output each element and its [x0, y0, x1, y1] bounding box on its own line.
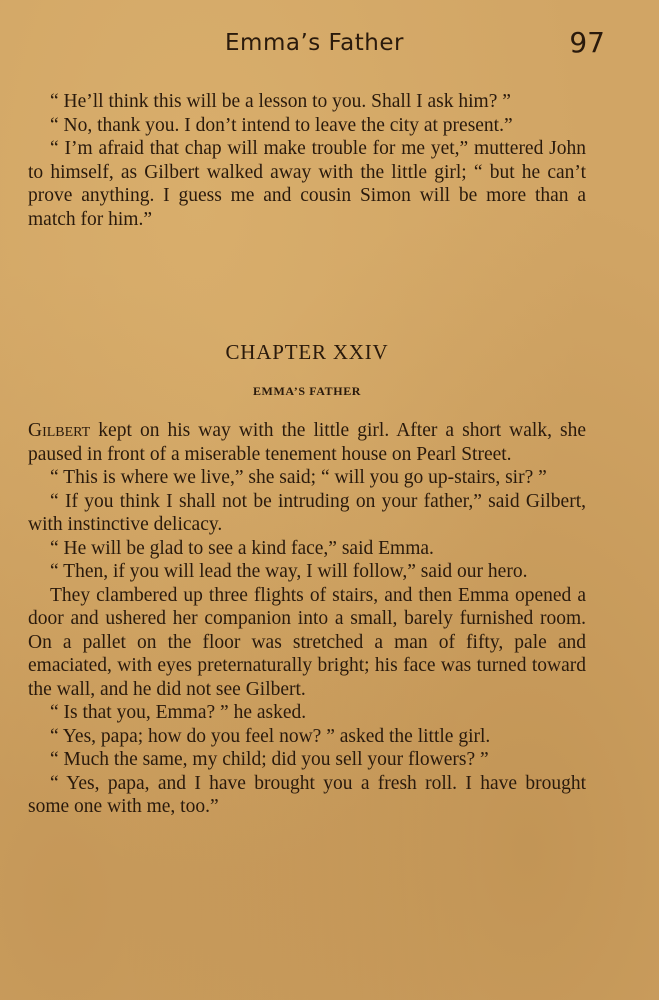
- opening-paragraph-text: kept on his way with the little girl. After a short walk, she paused in front of a miserable tenement house on Pearl Street.: [28, 420, 586, 465]
- running-title: Emma’s Father: [225, 30, 404, 56]
- chapter-text-block: [28, 419, 586, 819]
- paragraph: “ Yes, papa; how do you feel now? ” asked the little girl.: [50, 725, 491, 747]
- continued-text-block: [28, 90, 586, 231]
- page-number: 97: [569, 26, 605, 59]
- paragraph: “ This is where we live,” she said; “ will you go up-stairs, sir? ”: [50, 467, 547, 488]
- paragraph: “ Then, if you will lead the way, I will follow,” said our hero.: [50, 561, 528, 582]
- chapter-subtitle: EMMA’S FATHER: [252, 384, 362, 398]
- paragraph: “ He will be glad to see a kind face,” said Emma.: [50, 537, 434, 559]
- paragraph: “ Is that you, Emma? ” he asked.: [50, 702, 307, 723]
- paragraph: “ No, thank you. I don’t intend to leave the city at present.”: [50, 114, 513, 136]
- running-head: [30, 26, 605, 66]
- paragraph: “ If you think I shall not be intruding on your father,” said Gilbert, with instinctive delicacy.: [28, 490, 586, 535]
- paragraph: “ He’ll think this will be a lesson to you. Shall I ask him? ”: [50, 91, 511, 112]
- paragraph: “ Much the same, my child; did you sell your flowers? ”: [50, 749, 489, 770]
- chapter-title: CHAPTER XXIV: [225, 340, 389, 364]
- opening-paragraph: [28, 419, 586, 466]
- paragraph: “ I’m afraid that chap will make trouble for me yet,” muttered John to himself, as Gilbert walked away with the little girl; “ but he can’t prove anything. I guess me and cousin Simon will be more than a match for him.”: [28, 138, 586, 230]
- paragraph: They clambered up three flights of stairs, and then Emma opened a door and ushered her companion into a small, barely furnished room. On a pallet on the floor was stretched a man of fifty, pale and emaciated, with eyes preternaturally bright; his face was turned toward the wall, and he did not see Gilbert.: [28, 584, 586, 700]
- paragraph: “ Yes, papa, and I have brought you a fresh roll. I have brought some one with me, too.”: [28, 772, 586, 817]
- opening-lead-word: Gilbert: [28, 420, 91, 441]
